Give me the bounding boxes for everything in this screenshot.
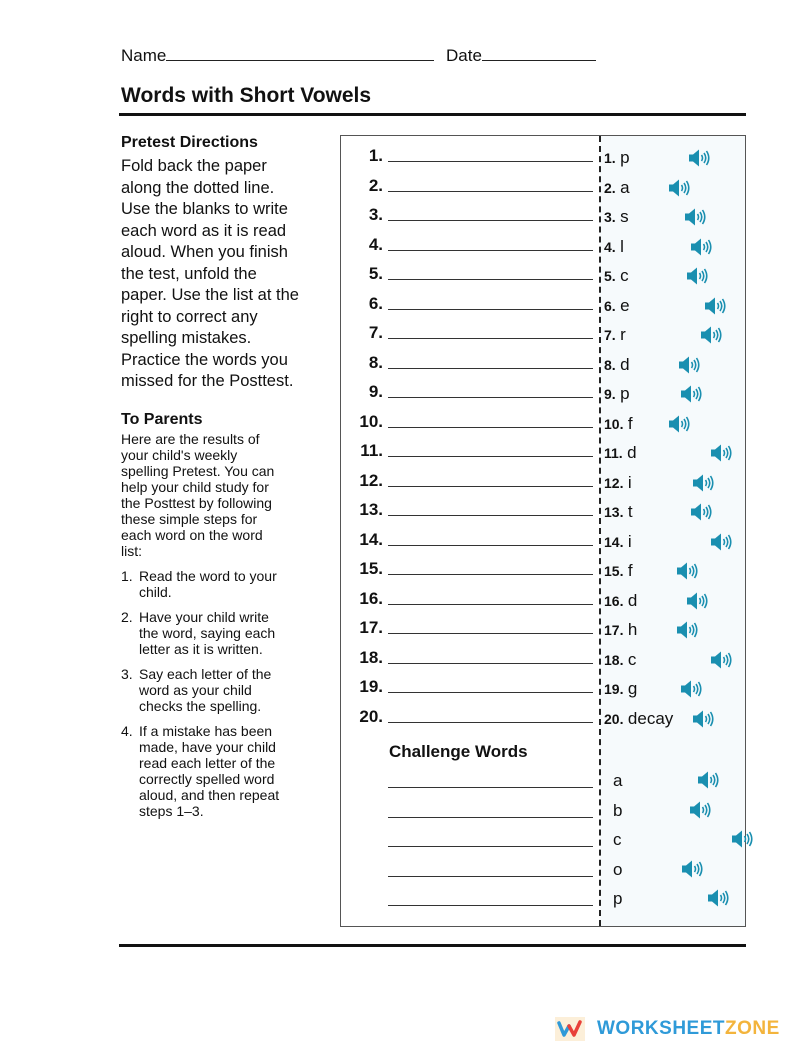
test-row-number: 10.: [359, 411, 383, 431]
answer-key-number: 3.: [604, 209, 616, 225]
directions-line: Practice the words you: [121, 350, 288, 369]
answer-blank[interactable]: [388, 633, 593, 634]
test-row-number: 7.: [368, 323, 383, 342]
answer-key-word: h: [627, 620, 638, 639]
test-row-number: 4.: [368, 234, 383, 254]
step-number: 4.: [121, 723, 133, 739]
speaker-icon[interactable]: [704, 296, 728, 316]
answer-blank[interactable]: [388, 279, 593, 280]
step-number: 2.: [121, 609, 133, 625]
answer-blank[interactable]: [388, 515, 593, 516]
fold-line: [599, 136, 601, 926]
directions-line: aloud. When you finish: [121, 243, 288, 261]
answer-key-number: 13.: [604, 504, 624, 520]
parents-line: list:: [121, 543, 142, 559]
directions-line: Fold back the paper: [121, 157, 267, 175]
brand-name: [597, 1018, 780, 1040]
answer-key-number: 15.: [604, 563, 624, 579]
parents-text: [121, 431, 331, 559]
brand-logo: [555, 1017, 585, 1041]
step-line: the word, saying each: [139, 625, 276, 641]
test-row-number: 5.: [368, 264, 383, 283]
step-number: 1.: [121, 568, 133, 584]
answer-key-number: 17.: [604, 622, 624, 638]
test-row-number: 18.: [359, 647, 383, 667]
answer-key-word: g: [627, 679, 638, 698]
directions-line: each word as it is read: [121, 221, 287, 240]
parents-line: these simple steps for: [121, 511, 258, 527]
answer-key-word: p: [620, 384, 630, 403]
date-field[interactable]: [446, 46, 596, 66]
parents-line: your child's weekly: [121, 447, 238, 463]
answer-key-word: p: [620, 148, 630, 167]
challenge-answer-blank[interactable]: [388, 817, 593, 818]
challenge-answer-blank[interactable]: [388, 876, 593, 877]
answer-key-word: e: [620, 295, 630, 315]
answer-key-item: [604, 532, 744, 556]
answer-key-number: 12.: [604, 474, 624, 491]
parents-line: the Posttest by following: [121, 495, 272, 511]
answer-key-word: d: [627, 590, 638, 610]
answer-key-number: 18.: [604, 651, 624, 668]
step-line: Say each letter of the: [139, 666, 272, 682]
speaker-icon[interactable]: [681, 859, 705, 879]
answer-key-number: 1.: [604, 150, 616, 166]
parents-line: spelling Pretest. You can: [121, 463, 275, 479]
answer-key-number: 9.: [604, 386, 616, 402]
answer-key-item: [604, 620, 744, 644]
directions-text: [121, 156, 331, 393]
answer-key-item: [604, 473, 744, 497]
answer-key-word: f: [627, 413, 633, 433]
answer-key-word: i: [627, 472, 632, 492]
parents-step: [121, 568, 331, 600]
answer-key-number: 10.: [604, 415, 624, 432]
answer-blank[interactable]: [388, 456, 593, 457]
answer-blank[interactable]: [388, 574, 593, 575]
step-line: read each letter of the: [139, 755, 276, 771]
directions-line: missed for the Posttest.: [121, 372, 294, 390]
challenge-key-item: [613, 771, 743, 795]
answer-key-item: [604, 650, 744, 674]
answer-key-item: [604, 502, 744, 526]
answer-key-item: [604, 355, 744, 379]
speaker-icon[interactable]: [689, 800, 713, 820]
challenge-key-word: b: [613, 800, 623, 820]
challenge-answer-blank[interactable]: [388, 905, 593, 906]
brand-w-icon: [555, 1017, 585, 1041]
directions-line: paper. Use the list at the: [121, 286, 299, 304]
parents-step: [121, 609, 331, 657]
speaker-icon[interactable]: [692, 473, 716, 493]
speaker-icon[interactable]: [692, 709, 716, 729]
test-row-number: 17.: [359, 618, 383, 637]
step-line: checks the spelling.: [139, 698, 262, 714]
test-box: [340, 135, 746, 927]
answer-blank[interactable]: [388, 663, 593, 664]
parents-line: help your child study for: [121, 479, 269, 495]
answer-blank[interactable]: [388, 427, 593, 428]
answer-blank[interactable]: [388, 220, 593, 221]
parents-line: each word on the word: [121, 527, 263, 543]
test-row-number: 11.: [360, 441, 383, 460]
speaker-icon[interactable]: [707, 888, 731, 908]
answer-key-word: c: [620, 266, 629, 285]
speaker-icon[interactable]: [684, 207, 708, 227]
speaker-icon[interactable]: [680, 384, 704, 404]
challenge-key-word: o: [613, 859, 623, 879]
answer-key-item: [604, 443, 744, 467]
step-number: 3.: [121, 666, 133, 682]
speaker-icon[interactable]: [710, 650, 734, 670]
answer-key-item: [604, 561, 744, 585]
answer-key-word: t: [627, 502, 633, 521]
challenge-answer-blank[interactable]: [388, 846, 593, 847]
answer-blank[interactable]: [388, 604, 593, 605]
answer-key-word: d: [620, 354, 630, 374]
step-line: steps 1–3.: [139, 803, 204, 819]
answer-key-word: r: [620, 325, 626, 344]
speaker-icon[interactable]: [690, 237, 714, 257]
answer-key-word: c: [627, 649, 637, 669]
parents-steps-list: [121, 568, 331, 828]
answer-key-number: 19.: [604, 681, 624, 697]
answer-key-item: [604, 237, 744, 261]
directions-line: spelling mistakes.: [121, 329, 252, 347]
speaker-icon[interactable]: [668, 414, 692, 434]
answer-key-number: 16.: [604, 592, 624, 609]
answer-blank[interactable]: [388, 692, 593, 693]
test-row-number: 15.: [359, 559, 383, 578]
answer-blank[interactable]: [388, 486, 593, 487]
speaker-icon[interactable]: [690, 502, 714, 522]
challenge-key-word: p: [613, 889, 623, 908]
answer-key-item: [604, 591, 744, 615]
answer-key-number: 6.: [604, 297, 616, 314]
test-row-number: 20.: [359, 706, 383, 726]
speaker-icon[interactable]: [686, 266, 710, 286]
speaker-icon[interactable]: [710, 443, 734, 463]
parents-line: Here are the results of: [121, 431, 260, 447]
directions-line: Use the blanks to write: [121, 200, 288, 218]
answer-blank[interactable]: [388, 191, 593, 192]
test-row-number: 3.: [368, 205, 383, 224]
brand-name-part2: ZONE: [725, 1018, 780, 1039]
directions-line: right to correct any: [121, 307, 258, 326]
step-line: Have your child write: [139, 609, 269, 625]
answer-key-item: [604, 296, 744, 320]
challenge-key-word: c: [613, 830, 622, 849]
answer-blank[interactable]: [388, 161, 593, 162]
test-row-number: 8.: [368, 352, 383, 372]
step-line: letter as it is written.: [139, 641, 263, 657]
speaker-icon[interactable]: [686, 591, 710, 611]
answer-key-number: 4.: [604, 238, 616, 255]
test-row-number: 13.: [359, 500, 383, 519]
step-line: child.: [139, 584, 172, 600]
speaker-icon[interactable]: [668, 178, 692, 198]
parents-step: [121, 723, 331, 819]
answer-blank[interactable]: [388, 545, 593, 546]
answer-key-item: [604, 207, 744, 231]
answer-key-number: 20.: [604, 710, 624, 727]
parents-heading: To Parents: [121, 411, 203, 428]
answer-blank[interactable]: [388, 338, 593, 339]
answer-key-number: 14.: [604, 533, 624, 550]
brand-name-part1: WORKSHEET: [597, 1018, 725, 1039]
speaker-icon[interactable]: [688, 148, 712, 168]
answer-key-item: [604, 679, 744, 703]
name-blank[interactable]: [166, 46, 434, 61]
test-row-number: 19.: [359, 677, 383, 696]
speaker-icon[interactable]: [676, 620, 700, 640]
test-row-number: 9.: [368, 382, 383, 401]
challenge-key-item: [613, 830, 743, 854]
date-blank[interactable]: [482, 46, 596, 61]
step-line: correctly spelled word: [139, 771, 275, 787]
bottom-divider: [119, 944, 746, 947]
answer-key-number: 11.: [604, 445, 623, 461]
answer-key-word: f: [627, 561, 633, 580]
answer-key-number: 2.: [604, 179, 616, 196]
speaker-icon[interactable]: [731, 829, 755, 849]
answer-key-word: s: [620, 207, 629, 226]
speaker-icon[interactable]: [710, 532, 734, 552]
test-row-number: 14.: [359, 529, 383, 549]
step-line: If a mistake has been: [139, 723, 273, 739]
answer-blank[interactable]: [388, 722, 593, 723]
parents-step: [121, 666, 331, 714]
answer-key-word: d: [627, 443, 637, 462]
step-line: word as your child: [139, 682, 252, 698]
test-row-number: 1.: [368, 146, 383, 165]
step-line: aloud, and then repeat: [139, 787, 280, 803]
date-label: Date: [446, 46, 482, 65]
name-field[interactable]: [121, 46, 434, 66]
speaker-icon[interactable]: [680, 679, 704, 699]
answer-key-item: [604, 178, 744, 202]
challenge-answer-blank[interactable]: [388, 787, 593, 788]
directions-line: along the dotted line.: [121, 178, 275, 197]
step-line: Read the word to your: [139, 568, 277, 584]
answer-key-item: [604, 384, 744, 408]
challenge-key-item: [613, 889, 743, 913]
answer-key-word: decay: [627, 708, 674, 728]
speaker-icon[interactable]: [678, 355, 702, 375]
test-row-number: 2.: [368, 175, 383, 195]
answer-key-item: [604, 325, 744, 349]
page-title: Words with Short Vowels: [121, 84, 372, 107]
challenge-key-item: [613, 860, 743, 884]
answer-key-item: [604, 709, 744, 733]
test-row-number: 6.: [368, 293, 383, 313]
speaker-icon[interactable]: [697, 770, 721, 790]
answer-blank[interactable]: [388, 397, 593, 398]
answer-key-item: [604, 414, 744, 438]
answer-blank[interactable]: [388, 368, 593, 369]
challenge-key-word: a: [613, 771, 623, 790]
answer-key-number: 5.: [604, 268, 616, 284]
answer-blank[interactable]: [388, 309, 593, 310]
answer-blank[interactable]: [388, 250, 593, 251]
speaker-icon[interactable]: [700, 325, 724, 345]
test-row-number: 16.: [359, 588, 383, 608]
answer-key-word: a: [620, 177, 630, 197]
answer-key-word: i: [627, 531, 632, 551]
challenge-heading: Challenge Words: [389, 742, 528, 761]
answer-key-item: [604, 148, 744, 172]
title-divider: [119, 113, 746, 116]
answer-key-word: l: [620, 236, 624, 256]
challenge-key-item: [613, 801, 743, 825]
answer-key-number: 7.: [604, 327, 616, 343]
answer-key-number: 8.: [604, 356, 616, 373]
name-label: Name: [121, 46, 167, 65]
speaker-icon[interactable]: [676, 561, 700, 581]
directions-heading: Pretest Directions: [121, 134, 258, 151]
step-line: made, have your child: [139, 739, 276, 755]
directions-line: the test, unfold the: [121, 264, 257, 283]
answer-key-item: [604, 266, 744, 290]
test-row-number: 12.: [359, 470, 383, 490]
